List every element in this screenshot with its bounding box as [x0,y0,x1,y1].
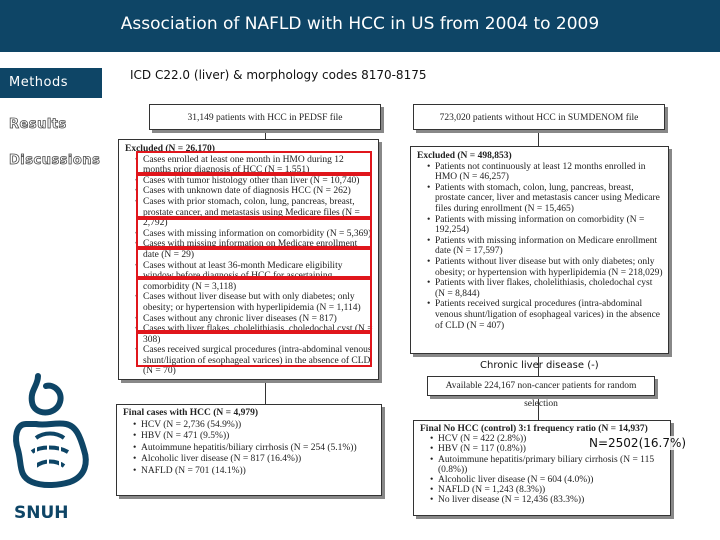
control-exclusion-heading: Excluded (N = 498,853) [417,151,512,161]
list-item: • Alcoholic liver disease (N = 817 (16.4%)) [133,454,377,466]
chronic-liver-disease-note: Chronic liver disease (-) [480,360,599,371]
highlight-box [136,151,372,174]
tab-methods[interactable]: Methods [0,68,102,98]
tab-results[interactable]: Results [9,117,67,132]
list-item: • Alcoholic liver disease (N = 604 (4.0%)) [430,475,666,485]
list-item: • Patients received surgical procedures (intra-abdominal venous shunt/ligation of esophageal varices) in the absence of CLD (N = 407) [427,299,664,331]
tab-discussions[interactable]: Discussions [9,153,101,168]
control-source-box [413,104,665,130]
list-item: • Cases with tumor histology other than liver (N = 10,740) [135,176,374,187]
control-source-text: 723,020 patients without HCC in SUMDENOM file [439,113,639,123]
final-control-box [413,420,671,516]
highlight-box [136,248,372,278]
highlight-box [136,278,372,332]
list-item: • Patients not continuously at least 12 months enrolled in HMO (N = 46,257) [427,162,664,183]
hcc-source-box [149,104,381,130]
list-item: • Patients with missing information on comorbidity (N = 192,254) [427,215,664,236]
final-control-heading: Final No HCC (control) 3:1 frequency ratio (N = 14,937) [420,424,648,434]
list-item: • Cases with unknown date of diagnosis HCC (N = 262) [135,186,374,197]
highlight-box [136,218,372,248]
hcc-exclusion-heading: Excluded (N = 26,170) [125,144,215,154]
list-item: • Cases without liver disease but with only diabetes; only obesity; or hypertension with hyperlipidemia (N = 1,114) [135,292,374,313]
list-item: • Autoimmune hepatitis/primary biliary cirrhosis (N = 115 (0.8%)) [430,455,666,475]
list-item: • Patients with liver flakes, cholelithiasis, choledochal cyst (N = 8,844) [427,278,664,299]
list-item: • Cases with missing information on comorbidity (N = 5,369) [135,229,374,240]
list-item: • Patients with stomach, colon, lung, pancreas, breast, prostate cancer, liver and metastasis cancer using Medicare files during enrollment (N = 15,465) [427,183,664,215]
hcc-source-text: 31,149 patients with HCC in PEDSF file [187,113,343,123]
icd-codes-text: ICD C22.0 (liver) & morphology codes 8170-8175 [130,68,427,82]
final-hcc-box [116,404,382,496]
list-item: • HBV (N = 471 (9.5%)) [133,431,377,443]
list-item: • Cases without any chronic liver diseases (N = 817) [135,314,374,325]
list-item: • HCV (N = 2,736 (54.9%)) [133,420,377,432]
title-bar [0,0,720,52]
highlight-box [136,174,372,218]
list-item: • HCV (N = 422 (2.8%)) [430,434,666,444]
list-item: • Patients with missing information on Medicare enrollment date (N = 17,597) [427,236,664,257]
list-item: • Patients without liver disease but with only diabetes; only obesity; or hypertension with hyperlipidemia (N = 218,029) [427,257,664,278]
list-item: • HBV (N = 117 (0.8%)) [430,444,666,454]
snuh-logo: SNUH [14,503,69,523]
list-item: • NAFLD (N = 701 (14.1%)) [133,466,377,478]
page-title: Association of NAFLD with HCC in US from 2004 to 2009 [120,14,600,34]
list-item: • Autoimmune hepatitis/biliary cirrhosis (N = 254 (5.1%)) [133,443,377,455]
list-item: • Cases without at least 36-month Medicare eligibility window before diagnosis of HCC for ascertaining comorbidity (N = 3,118) [135,261,374,293]
list-item: • Cases enrolled at least one month in HMO during 12 months prior diagnosis of HCC (N = 1,551) [135,155,374,176]
list-item: • Cases with prior stomach, colon, lung, pancreas, breast, prostate cancer, and metastasis using Medicare files (N = 2,792) [135,197,374,229]
list-item: • Cases received surgical procedures (intra-abdominal venous shunt/ligation of esophageal varices) in the absence of CLD (N = 70) [135,345,374,377]
list-item: • NAFLD (N = 1,243 (8.3%)) [430,485,666,495]
available-controls-box [427,376,655,409]
list-item: • Cases with liver flakes, cholelithiasis, choledochal cyst (N = 308) [135,324,374,345]
highlight-box [136,332,372,367]
control-liver-disease-count: N=2502(16.7%) [589,436,687,450]
available-controls-text: Available 224,167 non-cancer patients for random selection [445,381,637,409]
list-item: • No liver disease (N = 12,436 (83.3%)) [430,495,666,505]
digestive-system-icon [8,372,94,492]
final-hcc-heading: Final cases with HCC (N = 4,979) [123,408,258,418]
control-exclusion-box [410,146,669,354]
list-item: • Cases with missing information on Medicare enrollment date (N = 29) [135,239,374,260]
